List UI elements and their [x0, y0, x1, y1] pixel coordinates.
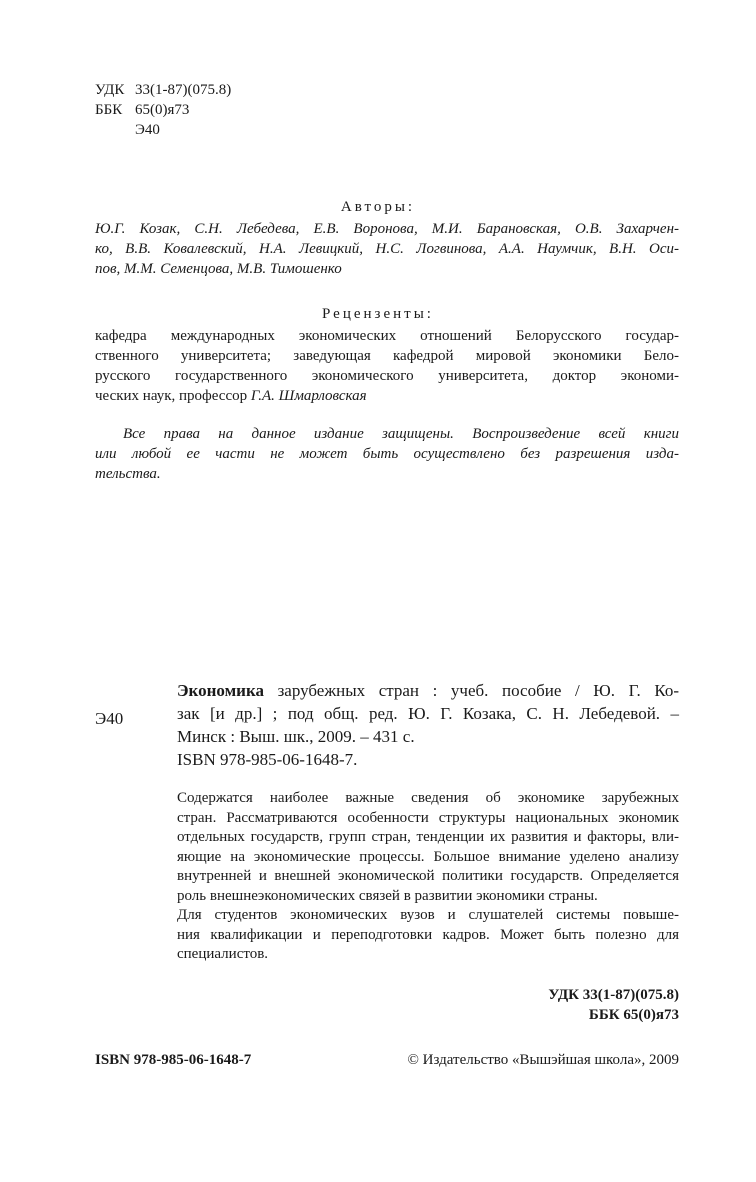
- authors-list: [95, 219, 679, 279]
- biblio-line: [177, 679, 679, 702]
- annotation-line: стран. Рассматриваются особенности структуры национальных экономик: [177, 809, 679, 826]
- reviewer-name: Г.А. Шмарловская: [250, 388, 367, 404]
- bbk-label: ББК: [95, 102, 123, 118]
- bottom-codes: [548, 985, 679, 1025]
- bottom-bbk: ББК 65(0)я73: [588, 1007, 679, 1023]
- bottom-udk: УДК 33(1-87)(075.8): [548, 987, 679, 1003]
- author-mark: Э40: [135, 122, 160, 138]
- authors-heading: Авторы:: [340, 199, 416, 215]
- biblio-isbn: ISBN 978-985-06-1648-7.: [177, 750, 358, 769]
- book-title: Экономика: [177, 681, 264, 700]
- authors-line: пов, М.М. Семенцова, М.В. Тимошенко: [95, 261, 342, 277]
- udk-value: 33(1-87)(075.8): [135, 82, 232, 98]
- biblio-line: зак [и др.] ; под общ. ред. Ю. Г. Козака, С. Н. Лебедевой. –: [177, 704, 679, 723]
- biblio-record: [177, 679, 679, 771]
- footer-isbn: ISBN 978-985-06-1648-7: [95, 1052, 252, 1068]
- annotation-line: внутренней и внешней экономической политики государств. Определяется: [177, 868, 679, 884]
- reviewers-line: ственного университета; заведующая кафедрой мировой экономики Бело-: [95, 348, 679, 364]
- bbk-value: 65(0)я73: [135, 102, 190, 118]
- annotation-line: Для студентов экономических вузов и слушателей системы повыше-: [177, 907, 679, 923]
- udk-label: УДК: [95, 82, 125, 98]
- annotation-line: Содержатся наиболее важные сведения об экономике зарубежных: [177, 790, 679, 806]
- authors-line: Ю.Г. Козак, С.Н. Лебедева, Е.В. Воронова, М.И. Барановская, О.В. Захарчен-: [95, 221, 679, 237]
- reviewers-line: русского государственного экономического университета, доктор экономи-: [95, 368, 679, 384]
- reviewers-heading: Рецензенты:: [322, 306, 434, 322]
- bbk-row: [95, 100, 231, 120]
- udk-row: [95, 80, 231, 100]
- annotation-line: роль внешнеэкономических связей в развитии экономики страны.: [177, 887, 598, 904]
- reviewers-last-prefix: ческих наук, профессор: [95, 388, 251, 404]
- rights-notice: [95, 424, 679, 484]
- annotation: [177, 789, 679, 965]
- reviewers-line: [95, 386, 679, 406]
- rights-line: Все права на данное издание защищены. Воспроизведение всей книги: [123, 426, 679, 442]
- annotation-line: отдельных государств, групп стран, тенденции их развития и факторы, вли-: [177, 829, 679, 845]
- classification-block: [95, 80, 231, 140]
- biblio-line: Минск : Выш. шк., 2009. – 431 с.: [177, 727, 415, 746]
- footer-copyright: © Издательство «Вышэйшая школа», 2009: [407, 1052, 679, 1068]
- annotation-line: яющие на экономические процессы. Большое внимание уделено анализу: [177, 848, 679, 865]
- reviewers-line: кафедра международных экономических отношений Белорусского государ-: [95, 328, 679, 344]
- author-mark-row: [95, 120, 231, 140]
- reviewers-text: [95, 326, 679, 406]
- annotation-line: ния квалификации и переподготовки кадров. Может быть полезно для: [177, 926, 679, 943]
- rights-line: тельства.: [95, 466, 161, 482]
- biblio-mark: Э40: [95, 709, 124, 728]
- annotation-line: специалистов.: [177, 946, 269, 962]
- authors-line: ко, В.В. Ковалевский, Н.А. Левицкий, Н.С. Логвинова, А.А. Наумчик, В.Н. Оси-: [95, 241, 679, 257]
- rights-line: или любой ее части не может быть осуществлено без разрешения изда-: [95, 446, 679, 462]
- biblio-line1-rest: зарубежных стран : учеб. пособие / Ю. Г. Ко-: [263, 681, 679, 700]
